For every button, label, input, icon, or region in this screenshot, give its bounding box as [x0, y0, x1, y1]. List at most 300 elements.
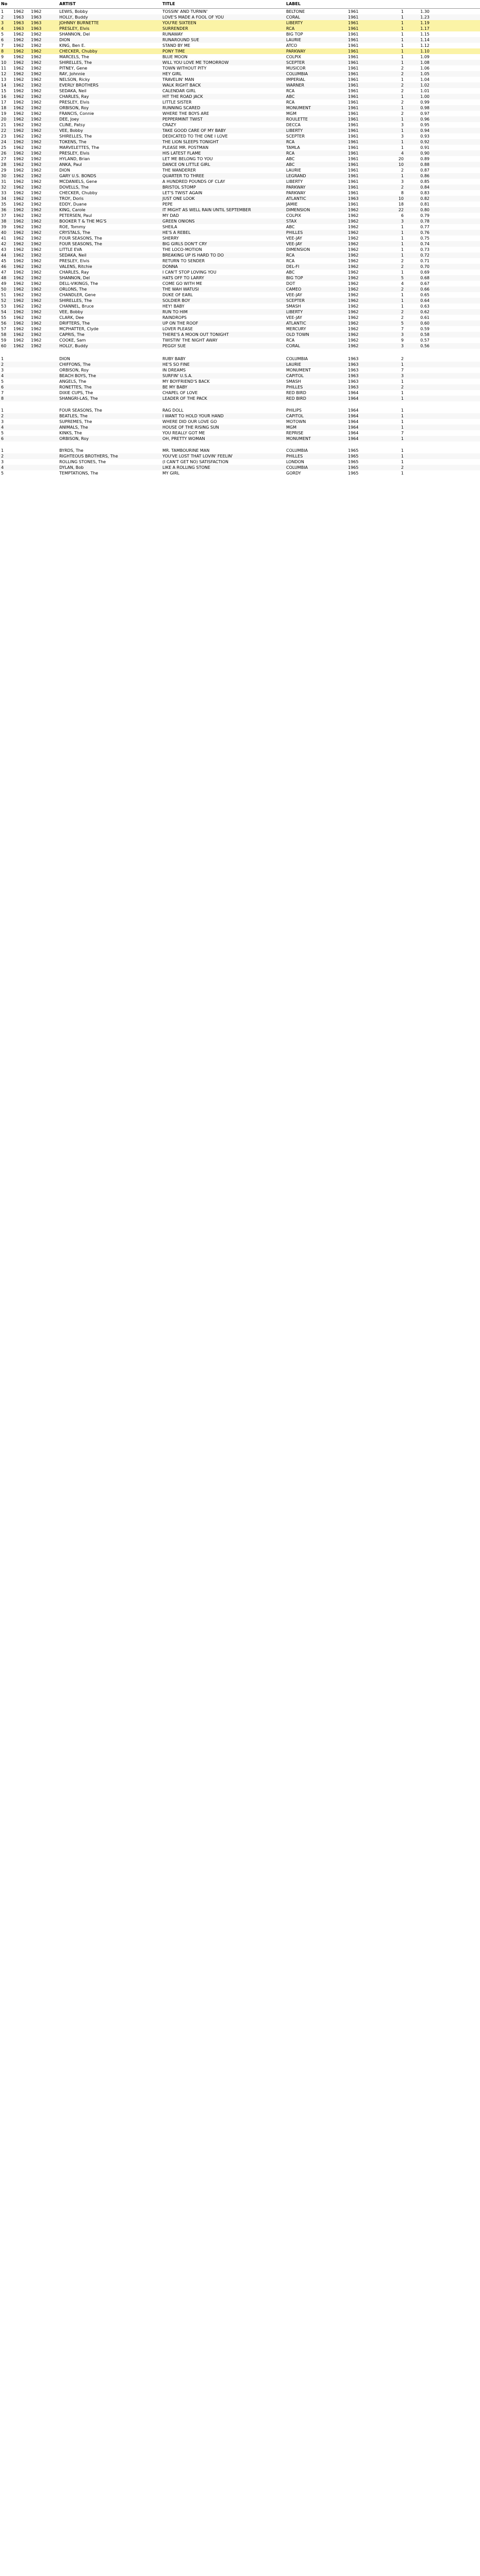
- row-peak: 2: [401, 264, 404, 269]
- row-year: 1961: [348, 77, 359, 82]
- chart-document: [0, 0, 480, 486]
- row-label: SMASH: [286, 379, 301, 384]
- row-rank: 52: [1, 298, 7, 303]
- row-date: 1962: [31, 116, 42, 122]
- row-rank: 34: [1, 196, 7, 201]
- row-year: 1964: [348, 436, 359, 441]
- row-date: 1962: [31, 43, 42, 48]
- row-artist: DRIFTERS, The: [59, 320, 90, 326]
- row-code: 1962: [13, 303, 24, 309]
- row-year: 1962: [348, 252, 359, 258]
- row-label: RCA: [286, 252, 295, 258]
- row-rank: 60: [1, 343, 7, 348]
- table-row: [0, 396, 480, 401]
- row-code: 1962: [13, 82, 24, 88]
- table-row: [0, 105, 480, 111]
- row-label: MERCURY: [286, 326, 306, 331]
- row-title: HE'S A REBEL: [162, 230, 191, 235]
- row-title: YOU'VE LOST THAT LOVIN' FEELIN': [162, 453, 233, 459]
- row-rank: 8: [1, 48, 4, 54]
- row-rank: 5: [1, 31, 4, 37]
- row-rank: 29: [1, 167, 7, 173]
- row-artist: SHIRELLES, The: [59, 298, 92, 303]
- row-peak: 1: [401, 419, 404, 424]
- row-date: 1962: [31, 88, 42, 93]
- row-rank: 5: [1, 379, 4, 384]
- section-4: [0, 448, 480, 476]
- table-row: [0, 367, 480, 373]
- row-label: BELTONE: [286, 9, 305, 14]
- row-code: 1962: [13, 320, 24, 326]
- row-year: 1961: [348, 133, 359, 139]
- row-code: 1962: [13, 111, 24, 116]
- row-rank: 47: [1, 269, 7, 275]
- row-code: 1962: [13, 332, 24, 337]
- row-points: 0.92: [420, 139, 429, 144]
- row-date: 1962: [31, 54, 42, 59]
- row-peak: 2: [401, 65, 404, 71]
- row-artist: SHIRELLES, The: [59, 60, 92, 65]
- row-year: 1961: [348, 20, 359, 25]
- row-label: ABC: [286, 224, 295, 229]
- row-rank: 9: [1, 54, 4, 59]
- row-title: I WANT TO HOLD YOUR HAND: [162, 413, 224, 418]
- table-row: [0, 14, 480, 20]
- table-row: [0, 258, 480, 264]
- row-year: 1961: [348, 26, 359, 31]
- row-peak: 2: [401, 111, 404, 116]
- row-year: 1962: [348, 247, 359, 252]
- row-points: 0.98: [420, 105, 429, 110]
- row-year: 1961: [348, 150, 359, 156]
- row-year: 1961: [348, 37, 359, 42]
- row-label: BIG TOP: [286, 275, 303, 280]
- row-artist: TEMPTATIONS, The: [59, 470, 98, 476]
- table-row: [0, 269, 480, 275]
- row-artist: SEDAKA, Neil: [59, 252, 87, 258]
- row-title: HIS LATEST FLAME: [162, 150, 201, 156]
- row-rank: 59: [1, 337, 7, 343]
- row-code: 1962: [13, 105, 24, 110]
- row-peak: 2: [401, 286, 404, 292]
- row-peak: 3: [401, 122, 404, 127]
- row-points: 0.65: [420, 292, 429, 297]
- row-year: 1961: [348, 190, 359, 195]
- row-peak: 1: [401, 408, 404, 413]
- table-row: [0, 60, 480, 65]
- row-date: 1962: [31, 298, 42, 303]
- row-date: 1962: [31, 128, 42, 133]
- row-rank: 50: [1, 286, 7, 292]
- row-year: 1962: [348, 207, 359, 212]
- row-rank: 15: [1, 88, 7, 93]
- row-rank: 1: [1, 356, 4, 361]
- section-3: [0, 408, 480, 442]
- row-rank: 23: [1, 133, 7, 139]
- row-title: PONY TIME: [162, 48, 185, 54]
- row-peak: 1: [401, 235, 404, 241]
- row-date: 1962: [31, 230, 42, 235]
- row-code: 1962: [13, 48, 24, 54]
- table-header: [0, 0, 480, 9]
- row-rank: 21: [1, 122, 7, 127]
- row-artist: ORBISON, Roy: [59, 105, 89, 110]
- row-artist: BEATLES, The: [59, 413, 88, 418]
- row-label: RCA: [286, 139, 295, 144]
- row-peak: 1: [401, 230, 404, 235]
- row-code: 1962: [13, 133, 24, 139]
- row-points: 0.86: [420, 173, 429, 178]
- row-year: 1962: [348, 326, 359, 331]
- row-title: MY DAD: [162, 213, 179, 218]
- row-rank: 49: [1, 281, 7, 286]
- row-artist: BOOKER T & THE MG'S: [59, 218, 107, 224]
- row-points: 0.84: [420, 184, 429, 190]
- row-rank: 8: [1, 396, 4, 401]
- row-title: RUN TO HIM: [162, 309, 188, 314]
- row-date: 1962: [31, 241, 42, 246]
- row-label: STAX: [286, 218, 297, 224]
- row-rank: 18: [1, 105, 7, 110]
- row-year: 1962: [348, 241, 359, 246]
- row-title: IT MIGHT AS WELL RAIN UNTIL SEPTEMBER: [162, 207, 251, 212]
- row-year: 1961: [348, 88, 359, 93]
- row-code: 1962: [13, 173, 24, 178]
- table-row: [0, 408, 480, 413]
- row-rank: 3: [1, 367, 4, 372]
- row-year: 1964: [348, 413, 359, 418]
- row-title: SOLDIER BOY: [162, 298, 190, 303]
- table-row: [0, 247, 480, 252]
- row-title: THE WAH WATUSI: [162, 286, 199, 292]
- row-rank: 2: [1, 14, 4, 20]
- row-code: 1962: [13, 122, 24, 127]
- row-peak: 3: [401, 218, 404, 224]
- row-artist: DIXIE CUPS, The: [59, 390, 93, 395]
- table-row: [0, 150, 480, 156]
- row-date: 1962: [31, 337, 42, 343]
- row-title: YOU'RE SIXTEEN: [162, 20, 196, 25]
- row-artist: BYRDS, The: [59, 448, 84, 453]
- row-title: PLEASE MR. POSTMAN: [162, 145, 209, 150]
- table-row: [0, 356, 480, 362]
- row-label: ATCO: [286, 43, 297, 48]
- row-label: ABC: [286, 94, 295, 99]
- table-row: [0, 116, 480, 122]
- row-peak: 3: [401, 373, 404, 378]
- row-code: 1962: [13, 184, 24, 190]
- row-artist: SEDAKA, Neil: [59, 88, 87, 93]
- row-points: 1.09: [420, 54, 429, 59]
- row-peak: 3: [401, 343, 404, 348]
- row-code: 1962: [13, 179, 24, 184]
- row-date: 1962: [31, 150, 42, 156]
- row-artist: LITTLE EVA: [59, 247, 82, 252]
- row-code: 1963: [13, 14, 24, 20]
- row-title: RAG DOLL: [162, 408, 184, 413]
- row-date: 1962: [31, 173, 42, 178]
- row-title: WHERE THE BOYS ARE: [162, 111, 209, 116]
- row-rank: 45: [1, 258, 7, 263]
- row-peak: 2: [401, 88, 404, 93]
- row-title: MR. TAMBOURINE MAN: [162, 448, 210, 453]
- row-label: ABC: [286, 269, 295, 275]
- row-rank: 54: [1, 309, 7, 314]
- row-points: 0.79: [420, 213, 429, 218]
- row-title: WHERE DID OUR LOVE GO: [162, 419, 217, 424]
- row-points: 0.82: [420, 196, 429, 201]
- row-title: OH, PRETTY WOMAN: [162, 436, 205, 441]
- row-artist: CHANDLER, Gene: [59, 292, 96, 297]
- row-points: 0.60: [420, 320, 429, 326]
- row-rank: 35: [1, 201, 7, 207]
- row-date: 1963: [31, 14, 42, 20]
- row-points: 0.73: [420, 247, 429, 252]
- row-year: 1961: [348, 128, 359, 133]
- row-points: 0.94: [420, 128, 429, 133]
- row-label: CAMEO: [286, 286, 302, 292]
- row-code: 1962: [13, 252, 24, 258]
- row-year: 1961: [348, 167, 359, 173]
- row-label: PHILLES: [286, 384, 303, 389]
- row-artist: SHIRELLES, The: [59, 133, 92, 139]
- row-year: 1961: [348, 116, 359, 122]
- row-peak: 8: [401, 190, 404, 195]
- table-row: [0, 252, 480, 258]
- row-year: 1964: [348, 396, 359, 401]
- table-row: [0, 332, 480, 337]
- table-row: [0, 235, 480, 241]
- table-row: [0, 453, 480, 459]
- row-title: RETURN TO SENDER: [162, 258, 205, 263]
- row-rank: 43: [1, 247, 7, 252]
- row-peak: 7: [401, 430, 404, 435]
- row-peak: 1: [401, 362, 404, 367]
- row-artist: DION: [59, 37, 70, 42]
- table-row: [0, 224, 480, 230]
- row-title: LET ME BELONG TO YOU: [162, 156, 213, 161]
- row-artist: MARVELETTES, The: [59, 145, 100, 150]
- row-rank: 2: [1, 413, 4, 418]
- row-rank: 38: [1, 218, 7, 224]
- row-date: 1962: [31, 326, 42, 331]
- table-row: [0, 162, 480, 167]
- row-year: 1962: [348, 258, 359, 263]
- row-year: 1962: [348, 303, 359, 309]
- row-points: 0.78: [420, 218, 429, 224]
- row-title: LIKE A ROLLING STONE: [162, 465, 210, 470]
- row-date: 1962: [31, 201, 42, 207]
- table-row: [0, 139, 480, 145]
- row-rank: 37: [1, 213, 7, 218]
- row-date: 1963: [31, 20, 42, 25]
- row-year: 1965: [348, 470, 359, 476]
- row-title: HEY! BABY: [162, 303, 185, 309]
- row-rank: 5: [1, 470, 4, 476]
- table-row: [0, 201, 480, 207]
- table-row: [0, 419, 480, 425]
- row-peak: 3: [401, 179, 404, 184]
- row-title: RUNAWAY: [162, 31, 183, 37]
- row-label: COLUMBIA: [286, 465, 308, 470]
- row-label: RCA: [286, 258, 295, 263]
- row-artist: VEE, Bobby: [59, 309, 83, 314]
- row-peak: 1: [401, 453, 404, 459]
- row-artist: DION: [59, 167, 70, 173]
- row-rank: 30: [1, 173, 7, 178]
- row-year: 1963: [348, 196, 359, 201]
- row-title: BIG GIRLS DON'T CRY: [162, 241, 207, 246]
- row-points: 0.90: [420, 150, 429, 156]
- row-peak: 20: [398, 156, 404, 161]
- row-points: 0.63: [420, 303, 429, 309]
- row-rank: 2: [1, 362, 4, 367]
- row-code: 1962: [13, 230, 24, 235]
- row-date: 1962: [31, 275, 42, 280]
- row-points: 1.17: [420, 26, 429, 31]
- table-row: [0, 384, 480, 390]
- row-artist: PRESLEY, Elvis: [59, 99, 90, 105]
- row-code: 1962: [13, 156, 24, 161]
- row-year: 1962: [348, 315, 359, 320]
- table-row: [0, 379, 480, 384]
- row-year: 1962: [348, 269, 359, 275]
- row-peak: 5: [401, 275, 404, 280]
- row-label: ATLANTIC: [286, 196, 306, 201]
- row-rank: 4: [1, 465, 4, 470]
- row-title: (I CAN'T GET NO) SATISFACTION: [162, 459, 229, 464]
- row-code: 1962: [13, 281, 24, 286]
- row-label: MGM: [286, 425, 297, 430]
- row-date: 1962: [31, 156, 42, 161]
- row-points: 0.81: [420, 201, 429, 207]
- table-row: [0, 436, 480, 442]
- row-label: LAURIE: [286, 167, 301, 173]
- row-year: 1962: [348, 292, 359, 297]
- row-points: 1.19: [420, 20, 429, 25]
- row-artist: VEE, Bobby: [59, 128, 83, 133]
- row-peak: 1: [401, 31, 404, 37]
- row-peak: 2: [401, 184, 404, 190]
- row-code: 1962: [13, 343, 24, 348]
- table-row: [0, 425, 480, 430]
- row-title: IN DREAMS: [162, 367, 186, 372]
- row-peak: 1: [401, 26, 404, 31]
- row-artist: RIGHTEOUS BROTHERS, The: [59, 453, 118, 459]
- row-title: STAND BY ME: [162, 43, 190, 48]
- row-code: 1962: [13, 31, 24, 37]
- table-row: [0, 48, 480, 54]
- row-label: RCA: [286, 99, 295, 105]
- table-row: [0, 275, 480, 281]
- row-date: 1962: [31, 9, 42, 14]
- row-points: 0.75: [420, 235, 429, 241]
- row-code: 1962: [13, 139, 24, 144]
- row-date: 1962: [31, 196, 42, 201]
- row-peak: 1: [401, 425, 404, 430]
- table-row: [0, 167, 480, 173]
- row-year: 1965: [348, 459, 359, 464]
- row-date: 1962: [31, 99, 42, 105]
- row-code: 1962: [13, 218, 24, 224]
- row-title: BRISTOL STOMP: [162, 184, 196, 190]
- row-rank: 57: [1, 326, 7, 331]
- row-peak: 5: [401, 320, 404, 326]
- row-code: 1962: [13, 326, 24, 331]
- row-artist: ORBISON, Roy: [59, 367, 89, 372]
- row-date: 1962: [31, 281, 42, 286]
- row-label: CORAL: [286, 343, 301, 348]
- row-artist: RAY, Johnnie: [59, 71, 85, 76]
- row-year: 1961: [348, 65, 359, 71]
- row-artist: SHANNON, Del: [59, 275, 90, 280]
- table-row: [0, 309, 480, 315]
- row-title: SHEILA: [162, 224, 177, 229]
- row-points: 0.72: [420, 252, 429, 258]
- row-date: 1962: [31, 77, 42, 82]
- row-label: VEE-JAY: [286, 235, 302, 241]
- row-peak: 1: [401, 224, 404, 229]
- row-peak: 1: [401, 37, 404, 42]
- row-year: 1961: [348, 173, 359, 178]
- row-title: RUBY BABY: [162, 356, 186, 361]
- row-title: THE LOCO-MOTION: [162, 247, 202, 252]
- row-label: RCA: [286, 337, 295, 343]
- row-year: 1961: [348, 48, 359, 54]
- row-artist: EDDY, Duane: [59, 201, 87, 207]
- table-row: [0, 213, 480, 218]
- row-points: 1.01: [420, 88, 429, 93]
- row-year: 1961: [348, 94, 359, 99]
- row-rank: 31: [1, 179, 7, 184]
- row-code: 1962: [13, 54, 24, 59]
- row-peak: 1: [401, 43, 404, 48]
- row-year: 1961: [348, 105, 359, 110]
- row-peak: 1: [401, 396, 404, 401]
- row-artist: HOLLY, Buddy: [59, 343, 88, 348]
- row-title: HOUSE OF THE RISING SUN: [162, 425, 219, 430]
- row-code: 1962: [13, 224, 24, 229]
- row-points: 1.02: [420, 82, 429, 88]
- row-date: 1962: [31, 218, 42, 224]
- row-artist: RONETTES, The: [59, 384, 92, 389]
- row-year: 1962: [348, 264, 359, 269]
- row-artist: CLARK, Dee: [59, 315, 84, 320]
- row-artist: HOLLY, Buddy: [59, 14, 88, 20]
- row-peak: 2: [401, 167, 404, 173]
- table-row: [0, 465, 480, 470]
- row-peak: 2: [401, 356, 404, 361]
- row-title: RUNAROUND SUE: [162, 37, 200, 42]
- row-code: 1962: [13, 201, 24, 207]
- row-artist: PRESLEY, Elvis: [59, 258, 90, 263]
- row-points: 1.04: [420, 77, 429, 82]
- row-year: 1964: [348, 430, 359, 435]
- row-artist: PRESLEY, Elvis: [59, 150, 90, 156]
- row-year: 1961: [348, 184, 359, 190]
- row-artist: KING, Carole: [59, 207, 86, 212]
- row-year: 1963: [348, 373, 359, 378]
- row-label: LAURIE: [286, 37, 301, 42]
- row-code: 1962: [13, 247, 24, 252]
- row-rank: 27: [1, 156, 7, 161]
- row-rank: 1: [1, 448, 4, 453]
- row-year: 1962: [348, 224, 359, 229]
- row-title: CHAPEL OF LOVE: [162, 390, 198, 395]
- row-artist: TOKENS, The: [59, 139, 87, 144]
- row-rank: 6: [1, 37, 4, 42]
- row-label: ROULETTE: [286, 116, 308, 122]
